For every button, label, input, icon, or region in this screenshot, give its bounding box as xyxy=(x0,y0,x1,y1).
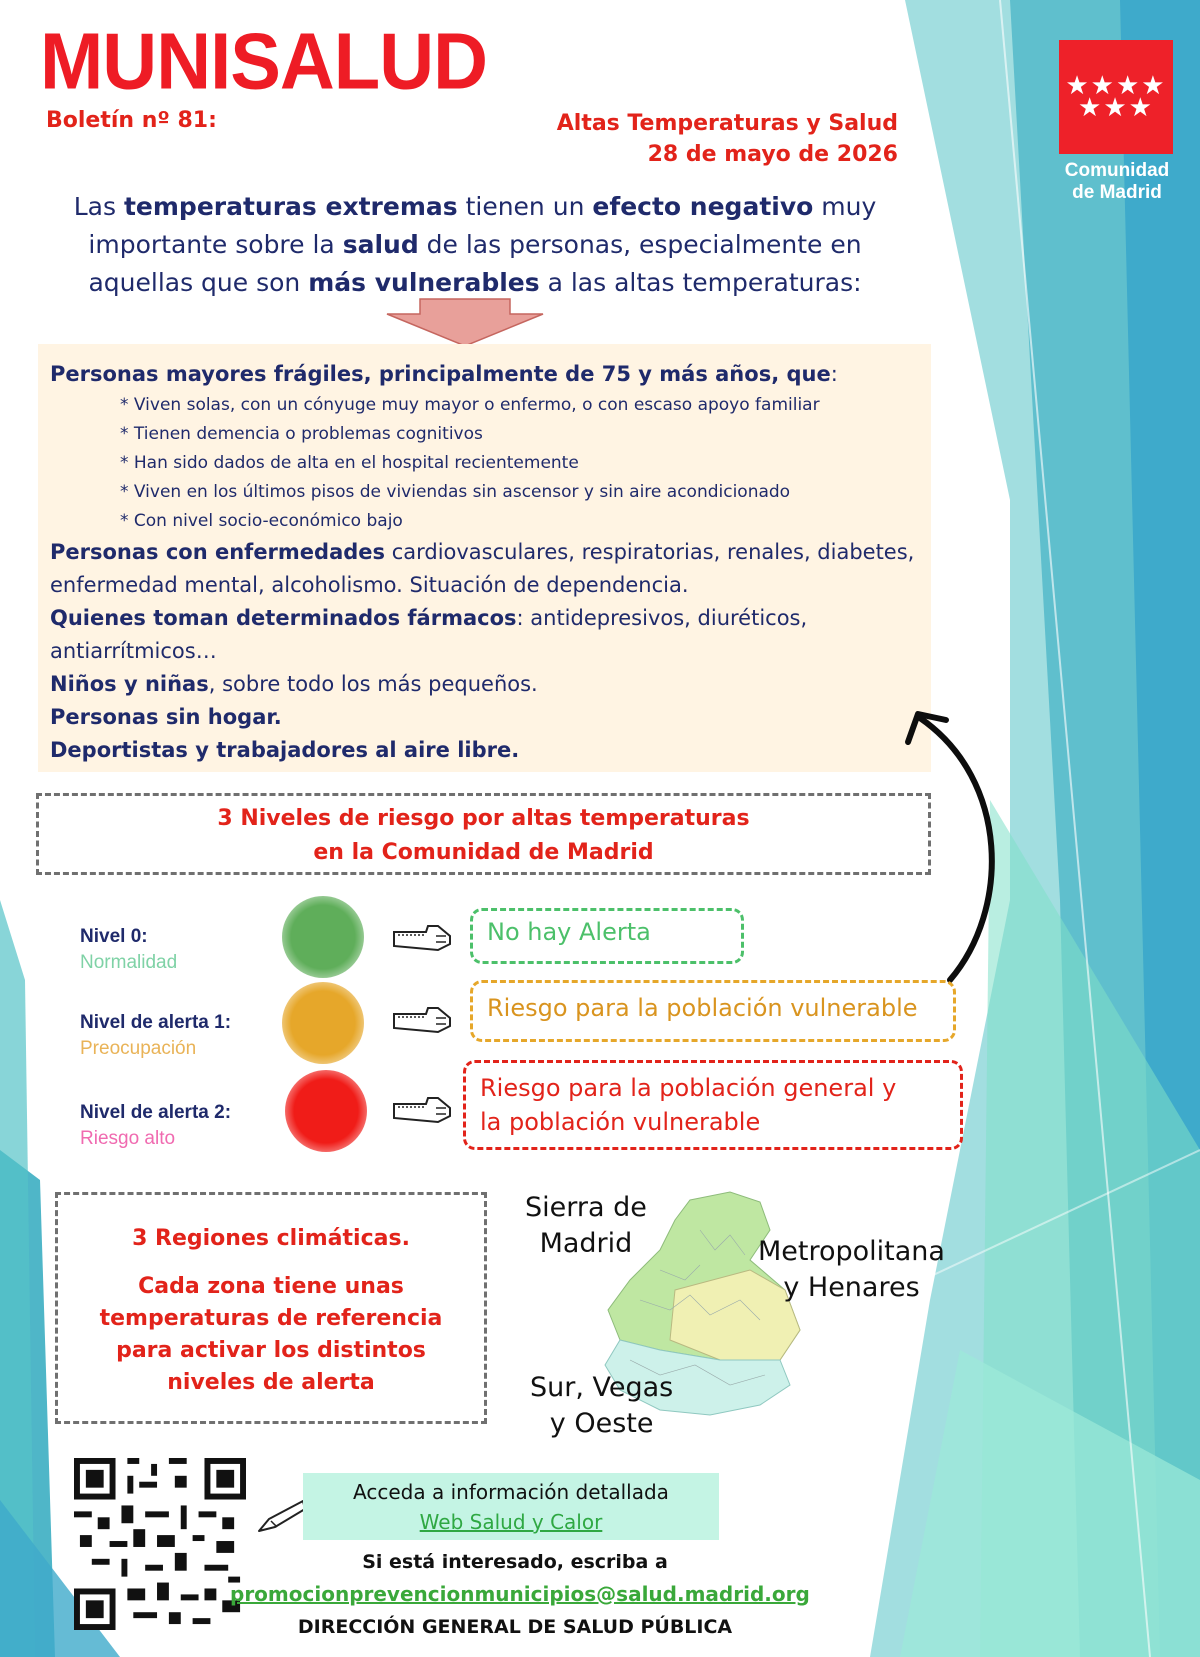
elderly-conditions-list xyxy=(120,391,919,536)
intro-bold: efecto negativo xyxy=(592,192,814,221)
elderly-group xyxy=(50,358,919,391)
intro-bold: temperaturas extremas xyxy=(123,192,458,221)
level-1-sub: Preocupación xyxy=(80,1038,197,1059)
level-2-label: Nivel de alerta 2: xyxy=(80,1102,232,1123)
intro-bold: más vulnerables xyxy=(308,268,540,297)
level-2-sub: Riesgo alto xyxy=(80,1128,176,1149)
level-0-message: No hay Alerta xyxy=(487,918,651,946)
info-box xyxy=(303,1473,719,1540)
list-item: * Viven en los últimos pisos de viviendas sin ascensor y sin aire acondicionado xyxy=(120,482,791,502)
risk-levels-heading2: en la Comunidad de Madrid xyxy=(313,840,654,865)
level-0-message-box xyxy=(470,908,744,964)
down-arrow-icon xyxy=(385,298,545,348)
info-text: Acceda a información detallada xyxy=(353,1480,669,1504)
pointing-hand-icon xyxy=(392,1094,454,1126)
label-sur-line2: y Oeste xyxy=(549,1408,654,1439)
qr-code-icon xyxy=(74,1458,246,1630)
intro-text: tienen un xyxy=(457,192,593,221)
bulletin-date: 28 de mayo de 2026 xyxy=(647,142,898,167)
disease-group-bold: Personas con enfermedades xyxy=(50,540,386,564)
contact-text: Si está interesado, escriba a xyxy=(362,1551,668,1573)
regions-title: 3 Regiones climáticas. xyxy=(132,1226,410,1251)
contact-email-link[interactable]: promocionprevencionmunicipios@salud.madrid.org xyxy=(230,1582,810,1606)
web-salud-calor-link[interactable]: Web Salud y Calor xyxy=(419,1510,603,1534)
level-0-green-light xyxy=(282,896,364,978)
outdoor-group-bold: Deportistas y trabajadores al aire libre. xyxy=(50,738,520,762)
regions-body-line3: para activar los distintos xyxy=(116,1338,426,1363)
level-2-message-line1: Riesgo para la población general y xyxy=(480,1074,897,1102)
intro-paragraph xyxy=(60,188,890,302)
logo-text xyxy=(1052,160,1182,204)
level-1-label: Nivel de alerta 1: xyxy=(80,1012,232,1033)
department-name: DIRECCIÓN GENERAL DE SALUD PÚBLICA xyxy=(297,1616,733,1638)
bulletin-topic-date xyxy=(557,108,898,170)
comunidad-madrid-logo xyxy=(1059,40,1173,154)
children-group-bold: Niños y niñas xyxy=(50,672,209,696)
regions-body-line2: temperaturas de referencia xyxy=(99,1306,443,1331)
regions-body-line4: niveles de alerta xyxy=(167,1370,375,1395)
label-sierra-line2: Madrid xyxy=(539,1228,633,1259)
label-sierra-madrid xyxy=(525,1190,647,1262)
list-item: * Con nivel socio-económico bajo xyxy=(120,511,403,531)
bulletin-topic: Altas Temperaturas y Salud xyxy=(556,111,898,136)
drugs-group xyxy=(50,602,919,668)
risk-levels-heading1: 3 Niveles de riesgo por altas temperaturas xyxy=(217,806,750,831)
logo-line1: Comunidad xyxy=(1064,160,1170,181)
page-title: MUNISALUD xyxy=(40,16,487,107)
label-sierra-line1: Sierra de xyxy=(525,1192,647,1223)
intro-text: a las altas temperaturas: xyxy=(539,268,862,297)
level-1-amber-light xyxy=(282,982,364,1064)
label-sur-line1: Sur, Vegas xyxy=(530,1372,674,1403)
pointing-hand-icon xyxy=(392,1004,454,1036)
elderly-group-bold: Personas mayores frágiles, principalmente de 75 y más años, que xyxy=(50,362,831,386)
label-metro-line2: y Henares xyxy=(783,1272,920,1303)
drugs-group-bold: Quienes toman determinados fármacos xyxy=(50,606,517,630)
risk-levels-heading-box xyxy=(36,793,931,875)
list-item: * Viven solas, con un cónyuge muy mayor o enfermo, o con escaso apoyo familiar xyxy=(120,395,820,415)
level-0-label: Nivel 0: xyxy=(80,926,148,947)
level-1-message: Riesgo para la población vulnerable xyxy=(487,994,918,1022)
children-group xyxy=(50,668,919,701)
climate-regions-box xyxy=(55,1192,487,1424)
logo-line2: de Madrid xyxy=(1072,182,1162,203)
homeless-group-bold: Personas sin hogar. xyxy=(50,705,282,729)
list-item: * Tienen demencia o problemas cognitivos xyxy=(120,424,483,444)
level-0-sub: Normalidad xyxy=(80,952,178,973)
elderly-group-colon: : xyxy=(830,362,838,386)
level-2-name xyxy=(80,1100,231,1152)
drugs-group-text: : antidepresivos, diuréticos, antiarrítmicos… xyxy=(50,606,808,663)
level-0-name xyxy=(80,924,177,976)
logo-stars-row1: ★★★★ xyxy=(1065,71,1167,101)
logo-stars-row2: ★★★ xyxy=(1078,93,1154,123)
intro-text: Las xyxy=(73,192,124,221)
level-2-message-box xyxy=(463,1060,963,1150)
label-sur-vegas xyxy=(530,1370,673,1442)
regions-body-line1: Cada zona tiene unas xyxy=(138,1274,404,1299)
intro-text: muy importante sobre la xyxy=(88,192,877,259)
level-1-message-box xyxy=(470,980,956,1042)
vulnerable-groups-box xyxy=(38,344,931,772)
list-item: * Han sido dados de alta en el hospital recientemente xyxy=(120,453,579,473)
disease-group xyxy=(50,536,919,602)
spacer xyxy=(58,1255,484,1271)
disease-group-text: cardiovasculares, respiratorias, renales, diabetes, enfermedad mental, alcoholismo. Situación de dependencia. xyxy=(50,540,915,597)
homeless-group xyxy=(50,701,919,734)
pointing-hand-icon xyxy=(392,922,454,954)
intro-bold: salud xyxy=(342,230,419,259)
intro-text: de las personas, especialmente en aquellas que son xyxy=(88,230,862,297)
level-2-red-light xyxy=(285,1070,367,1152)
level-1-name xyxy=(80,1010,231,1062)
label-metropolitana xyxy=(758,1234,945,1306)
outdoor-group xyxy=(50,734,919,767)
label-metro-line1: Metropolitana xyxy=(758,1236,945,1267)
pointing-pencil-icon xyxy=(255,1497,307,1537)
children-group-text: , sobre todo los más pequeños. xyxy=(208,672,538,696)
bulletin-number: Boletín nº 81: xyxy=(46,108,217,133)
level-2-message-line2: la población vulnerable xyxy=(480,1108,761,1136)
